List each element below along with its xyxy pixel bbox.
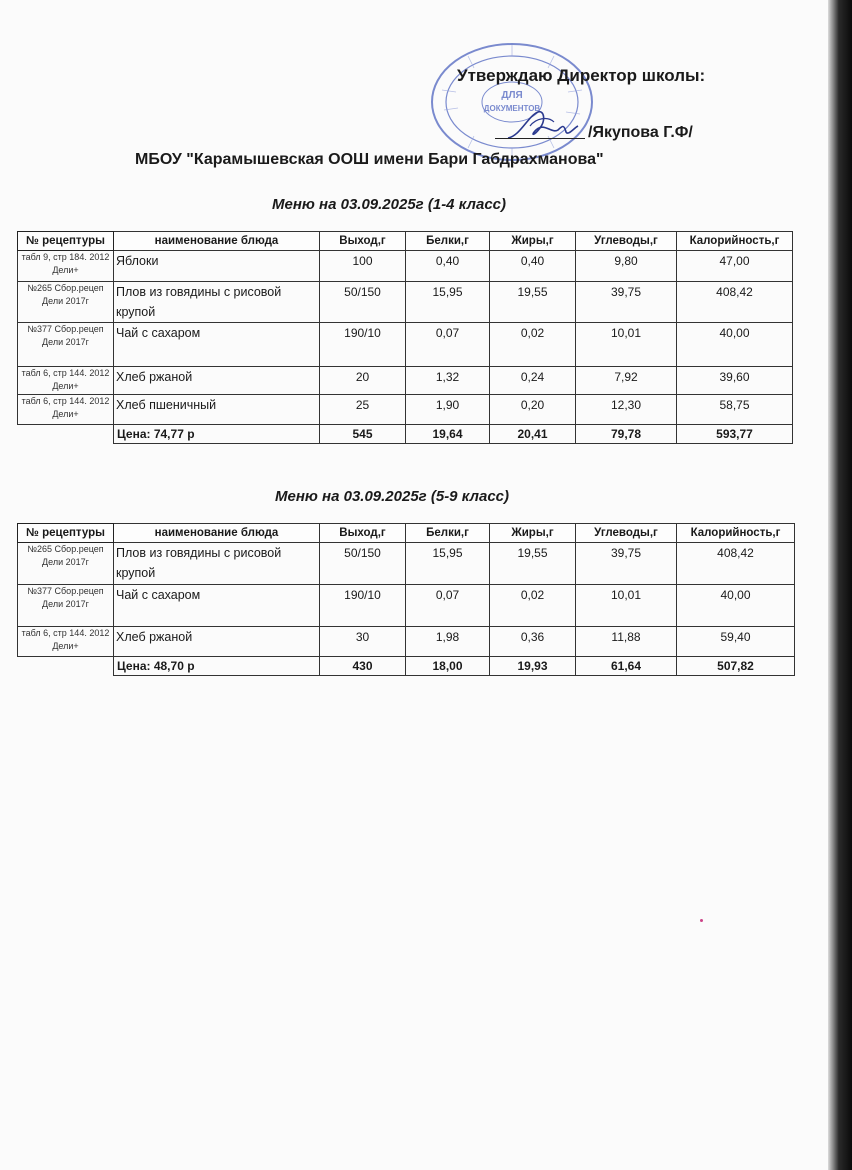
table-row — [18, 323, 793, 367]
table-row — [18, 543, 795, 585]
table-header-row — [18, 524, 795, 543]
calories-value: 408,42 — [677, 543, 795, 585]
fat-value: 19,55 — [490, 543, 576, 585]
output-value: 25 — [320, 395, 406, 425]
carbs-value: 39,75 — [576, 543, 677, 585]
recipe-code: табл 9, стр 184. 2012 Дели+ — [18, 251, 114, 282]
output-value: 190/10 — [320, 323, 406, 367]
header-calories: Калорийность,г — [677, 232, 793, 251]
fat-value: 0,02 — [490, 585, 576, 627]
protein-value: 0,07 — [406, 585, 490, 627]
director-name: /Якупова Г.Ф/ — [588, 124, 693, 141]
recipe-code: табл 6, стр 144. 2012 Дели+ — [18, 395, 114, 425]
total-output: 430 — [320, 657, 406, 676]
menu-table-grades-1-4 — [17, 231, 793, 444]
menu-table-grades-5-9 — [17, 523, 795, 676]
protein-value: 0,40 — [406, 251, 490, 282]
table-row — [18, 585, 795, 627]
header-fat: Жиры,г — [490, 232, 576, 251]
dish-name: Плов из говядины с рисовой крупой — [114, 282, 320, 323]
fat-value: 0,36 — [490, 627, 576, 657]
calories-value: 58,75 — [677, 395, 793, 425]
carbs-value: 11,88 — [576, 627, 677, 657]
output-value: 50/150 — [320, 543, 406, 585]
carbs-value: 9,80 — [576, 251, 677, 282]
header-dish-name: наименование блюда — [114, 524, 320, 543]
total-carbs: 79,78 — [576, 425, 677, 444]
total-calories: 593,77 — [677, 425, 793, 444]
table-row — [18, 251, 793, 282]
carbs-value: 7,92 — [576, 367, 677, 395]
protein-value: 1,32 — [406, 367, 490, 395]
fat-value: 19,55 — [490, 282, 576, 323]
carbs-value: 39,75 — [576, 282, 677, 323]
menu-price: Цена: 74,77 р — [114, 425, 320, 444]
table-total-row — [18, 657, 795, 676]
table-row — [18, 627, 795, 657]
header-carbs: Углеводы,г — [576, 524, 677, 543]
recipe-code: №265 Сбор.рецеп Дели 2017г — [18, 543, 114, 585]
fat-value: 0,02 — [490, 323, 576, 367]
output-value: 190/10 — [320, 585, 406, 627]
menu-title-grades-1-4: Меню на 03.09.2025г (1-4 класс) — [272, 196, 507, 213]
fat-value: 0,40 — [490, 251, 576, 282]
output-value: 100 — [320, 251, 406, 282]
header-dish-name: наименование блюда — [114, 232, 320, 251]
recipe-code: табл 6, стр 144. 2012 Дели+ — [18, 367, 114, 395]
table-header-row — [18, 232, 793, 251]
scan-edge-shadow — [828, 0, 852, 1170]
calories-value: 40,00 — [677, 323, 793, 367]
approval-heading: Утверждаю Директор школы: — [457, 66, 706, 85]
total-protein: 18,00 — [406, 657, 490, 676]
protein-value: 15,95 — [406, 543, 490, 585]
calories-value: 47,00 — [677, 251, 793, 282]
total-fat: 19,93 — [490, 657, 576, 676]
protein-value: 0,07 — [406, 323, 490, 367]
output-value: 50/150 — [320, 282, 406, 323]
header-protein: Белки,г — [406, 232, 490, 251]
dish-name: Чай с сахаром — [114, 323, 320, 367]
header-output: Выход,г — [320, 232, 406, 251]
total-carbs: 61,64 — [576, 657, 677, 676]
signature-icon — [500, 106, 580, 146]
table-row — [18, 367, 793, 395]
total-blank-cell — [18, 657, 114, 676]
protein-value: 1,98 — [406, 627, 490, 657]
output-value: 30 — [320, 627, 406, 657]
total-blank-cell — [18, 425, 114, 444]
menu-price: Цена: 48,70 р — [114, 657, 320, 676]
stamp-text-line-1: ДЛЯ — [501, 90, 523, 101]
header-recipe-number: № рецептуры — [18, 232, 114, 251]
table-row — [18, 282, 793, 323]
signature-line — [495, 138, 585, 139]
calories-value: 39,60 — [677, 367, 793, 395]
dish-name: Яблоки — [114, 251, 320, 282]
protein-value: 1,90 — [406, 395, 490, 425]
menu-title-grades-5-9: Меню на 03.09.2025г (5-9 класс) — [275, 488, 510, 505]
table-row — [18, 395, 793, 425]
header-protein: Белки,г — [406, 524, 490, 543]
school-name: МБОУ "Карамышевская ООШ имени Бари Габдрахманова" — [135, 151, 604, 168]
header-output: Выход,г — [320, 524, 406, 543]
total-fat: 20,41 — [490, 425, 576, 444]
stamp-text-line-2: ДОКУМЕНТОВ — [483, 104, 541, 113]
calories-value: 408,42 — [677, 282, 793, 323]
header-recipe-number: № рецептуры — [18, 524, 114, 543]
dish-name: Хлеб пшеничный — [114, 395, 320, 425]
carbs-value: 10,01 — [576, 585, 677, 627]
header-carbs: Углеводы,г — [576, 232, 677, 251]
header-fat: Жиры,г — [490, 524, 576, 543]
fat-value: 0,24 — [490, 367, 576, 395]
total-output: 545 — [320, 425, 406, 444]
total-protein: 19,64 — [406, 425, 490, 444]
dish-name: Чай с сахаром — [114, 585, 320, 627]
recipe-code: табл 6, стр 144. 2012 Дели+ — [18, 627, 114, 657]
calories-value: 59,40 — [677, 627, 795, 657]
scan-speck — [700, 919, 703, 922]
header-calories: Калорийность,г — [677, 524, 795, 543]
recipe-code: №265 Сбор.рецеп Дели 2017г — [18, 282, 114, 323]
table-total-row — [18, 425, 793, 444]
total-calories: 507,82 — [677, 657, 795, 676]
dish-name: Хлеб ржаной — [114, 367, 320, 395]
recipe-code: №377 Сбор.рецеп Дели 2017г — [18, 585, 114, 627]
calories-value: 40,00 — [677, 585, 795, 627]
fat-value: 0,20 — [490, 395, 576, 425]
carbs-value: 10,01 — [576, 323, 677, 367]
dish-name: Хлеб ржаной — [114, 627, 320, 657]
dish-name: Плов из говядины с рисовой крупой — [114, 543, 320, 585]
output-value: 20 — [320, 367, 406, 395]
protein-value: 15,95 — [406, 282, 490, 323]
recipe-code: №377 Сбор.рецеп Дели 2017г — [18, 323, 114, 367]
carbs-value: 12,30 — [576, 395, 677, 425]
